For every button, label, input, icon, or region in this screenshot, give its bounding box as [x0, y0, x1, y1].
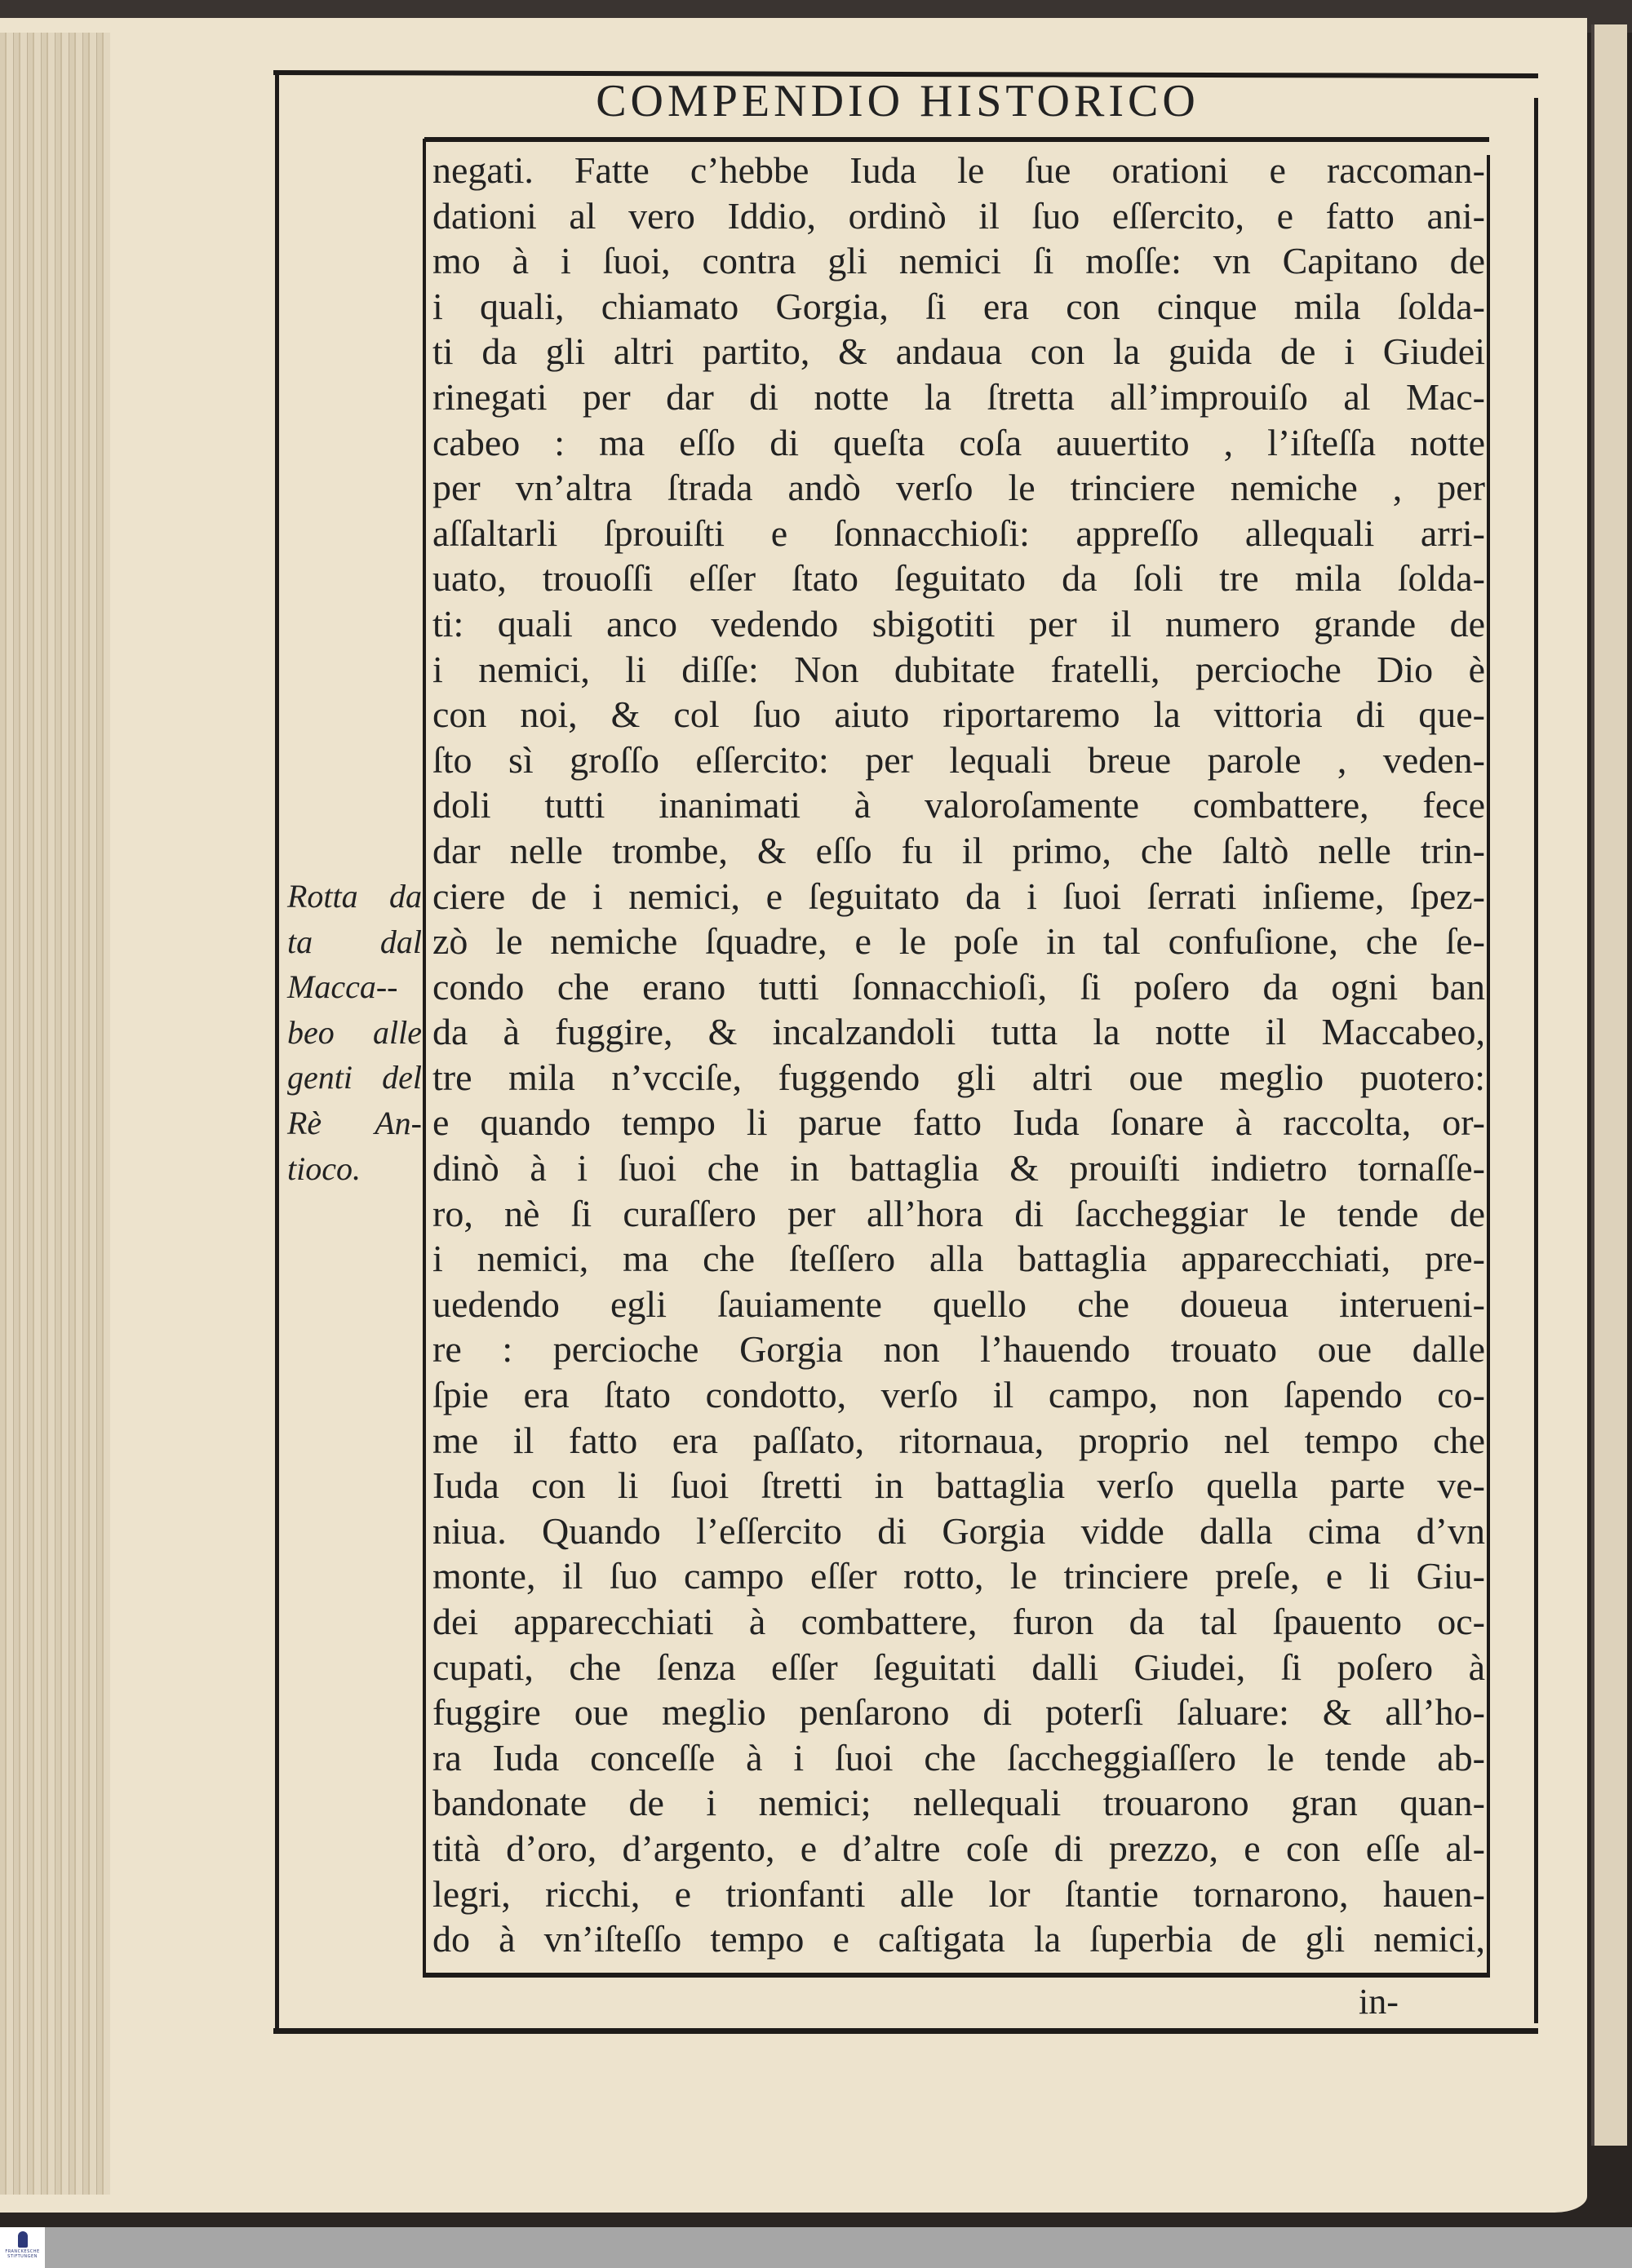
facing-page-edge — [1591, 24, 1627, 2146]
inner-frame-right — [1487, 155, 1490, 1974]
text-line: uato, trouoſſi eſſer ſtato ſeguitato da ſoli tre mila ſolda- — [432, 557, 1485, 600]
logo-text-2: STIFTUNGEN — [7, 2254, 38, 2259]
body-text — [432, 148, 1485, 1962]
text-line: i nemici, ma che ſteſſero alla battaglia apparecchiati, pre- — [432, 1238, 1485, 1280]
logo-icon — [18, 2231, 28, 2248]
catchword: in- — [1359, 1982, 1399, 2022]
text-line: Iuda con li ſuoi ſtretti in battaglia verſo quella parte ve- — [432, 1464, 1485, 1507]
text-line: e quando tempo li parue fatto Iuda ſonare à raccolta, or- — [432, 1101, 1485, 1144]
text-line: fuggire oue meglio penſarono di poterſi ſaluare: & all’ho- — [432, 1691, 1485, 1734]
viewer-footer-bar — [0, 2227, 1632, 2268]
text-line: monte, il ſuo campo eſſer rotto, le trinciere preſe, e li Giu- — [432, 1555, 1485, 1597]
running-head: COMPENDIO HISTORICO — [596, 76, 1200, 126]
text-line: dar nelle trombe, & eſſo fu il primo, che ſaltò nelle trin- — [432, 829, 1485, 871]
text-line: bandonate de i nemici; nellequali trouarono gran quan- — [432, 1782, 1485, 1824]
text-line: ſpie era ſtato condotto, verſo il campo, non ſapendo co- — [432, 1374, 1485, 1416]
marginal-note-line: beo alle — [287, 1013, 422, 1051]
marginal-note-line: ta dal — [287, 923, 422, 960]
text-line: dei apparecchiati à combattere, furon da tal ſpauento oc- — [432, 1601, 1485, 1642]
text-line: per vn’altra ſtrada andò verſo le trinciere nemiche , per — [432, 467, 1485, 509]
marginal-note-line: Rè An- — [287, 1104, 422, 1141]
logo-text-1: FRANCKESCHE — [5, 2249, 40, 2254]
text-line: i quali, chiamato Gorgia, ſi era con cinque mila ſolda- — [432, 285, 1485, 327]
text-line: ti: quali anco vedendo sbigotiti per il numero grande de — [432, 602, 1485, 645]
text-line: ſto sì groſſo eſſercito: per lequali breue parole , veden- — [432, 738, 1485, 781]
text-line: uedendo egli ſauiamente quello che doueua interueni- — [432, 1282, 1485, 1325]
text-line: con noi, & col ſuo aiuto riportaremo la vittoria di que- — [432, 693, 1485, 736]
outer-frame-right — [1534, 98, 1538, 2023]
institution-logo — [0, 2227, 45, 2268]
text-line: tità d’oro, d’argento, e d’altre coſe di prezzo, e con eſſe al- — [432, 1827, 1485, 1869]
text-line: aſſaltarli ſprouiſti e ſonnacchioſi: appreſſo allequali arri- — [432, 512, 1485, 554]
inner-frame-left — [423, 139, 426, 1977]
marginal-note-line: tioco. — [287, 1150, 361, 1187]
text-line: zò le nemiche ſquadre, e le poſe in tal confuſione, che ſe- — [432, 920, 1485, 963]
text-line: rinegati per dar di notte la ſtretta all’improuiſo al Mac- — [432, 375, 1485, 418]
text-line: negati. Fatte c’hebbe Iuda le ſue orationi e raccoman- — [432, 149, 1485, 191]
text-line: cupati, che ſenza eſſer ſeguitati dalli Giudei, ſi poſero à — [432, 1646, 1485, 1688]
text-line: do à vn’iſteſſo tempo e caſtigata la ſuperbia de gli nemici, — [432, 1918, 1485, 1960]
outer-frame-left — [275, 73, 279, 2031]
text-line: doli tutti inanimati à valoroſamente combattere, fece — [432, 784, 1485, 826]
text-line: legri, ricchi, e trionfanti alle lor ſtantie tornarono, hauen- — [432, 1872, 1485, 1915]
text-line: mo à i ſuoi, contra gli nemici ſi moſſe: vn Capitano de — [432, 240, 1485, 282]
text-line: cabeo : ma eſſo di queſta coſa auuertito , l’iſteſſa notte — [432, 421, 1485, 463]
text-line: re : percioche Gorgia non l’hauendo trouato oue dalle — [432, 1328, 1485, 1371]
text-line: ro, nè ſi curaſſero per all’hora di ſaccheggiar le tende de — [432, 1192, 1485, 1234]
text-line: me il fatto era paſſato, ritornaua, proprio nel tempo che — [432, 1419, 1485, 1461]
marginal-note-line: Macca-- — [287, 968, 398, 1006]
text-line: tre mila n’vcciſe, fuggendo gli altri oue meglio puotero: — [432, 1056, 1485, 1098]
outer-frame-bottom — [273, 2028, 1538, 2034]
text-line: ra Iuda conceſſe à i ſuoi che ſaccheggiaſſero le tende ab- — [432, 1736, 1485, 1779]
marginal-note — [287, 874, 422, 1191]
text-line: niua. Quando l’eſſercito di Gorgia vidde dalla cima d’vn — [432, 1509, 1485, 1552]
text-line: dinò à i ſuoi che in battaglia & prouiſti indietro tornaſſe- — [432, 1147, 1485, 1189]
marginal-note-line: genti del — [287, 1059, 422, 1096]
page-stack-edge — [0, 33, 110, 2195]
text-line: i nemici, li diſſe: Non dubitate fratelli, percioche Dio è — [432, 648, 1485, 690]
text-line: ti da gli altri partito, & andaua con la guida de i Giudei — [432, 330, 1485, 373]
marginal-note-line: Rotta da — [287, 878, 422, 915]
text-line: condo che erano tutti ſonnacchioſi, ſi poſero da ogni ban — [432, 965, 1485, 1008]
text-line: da à fuggire, & incalzandoli tutta la notte il Maccabeo, — [432, 1011, 1485, 1053]
inner-frame-top — [424, 137, 1489, 142]
inner-frame-bottom — [423, 1973, 1490, 1978]
text-line: ciere de i nemici, e ſeguitato da i ſuoi ſerrati inſieme, ſpez- — [432, 875, 1485, 917]
text-line: dationi al vero Iddio, ordinò il ſuo eſſercito, e fatto ani- — [432, 194, 1485, 237]
